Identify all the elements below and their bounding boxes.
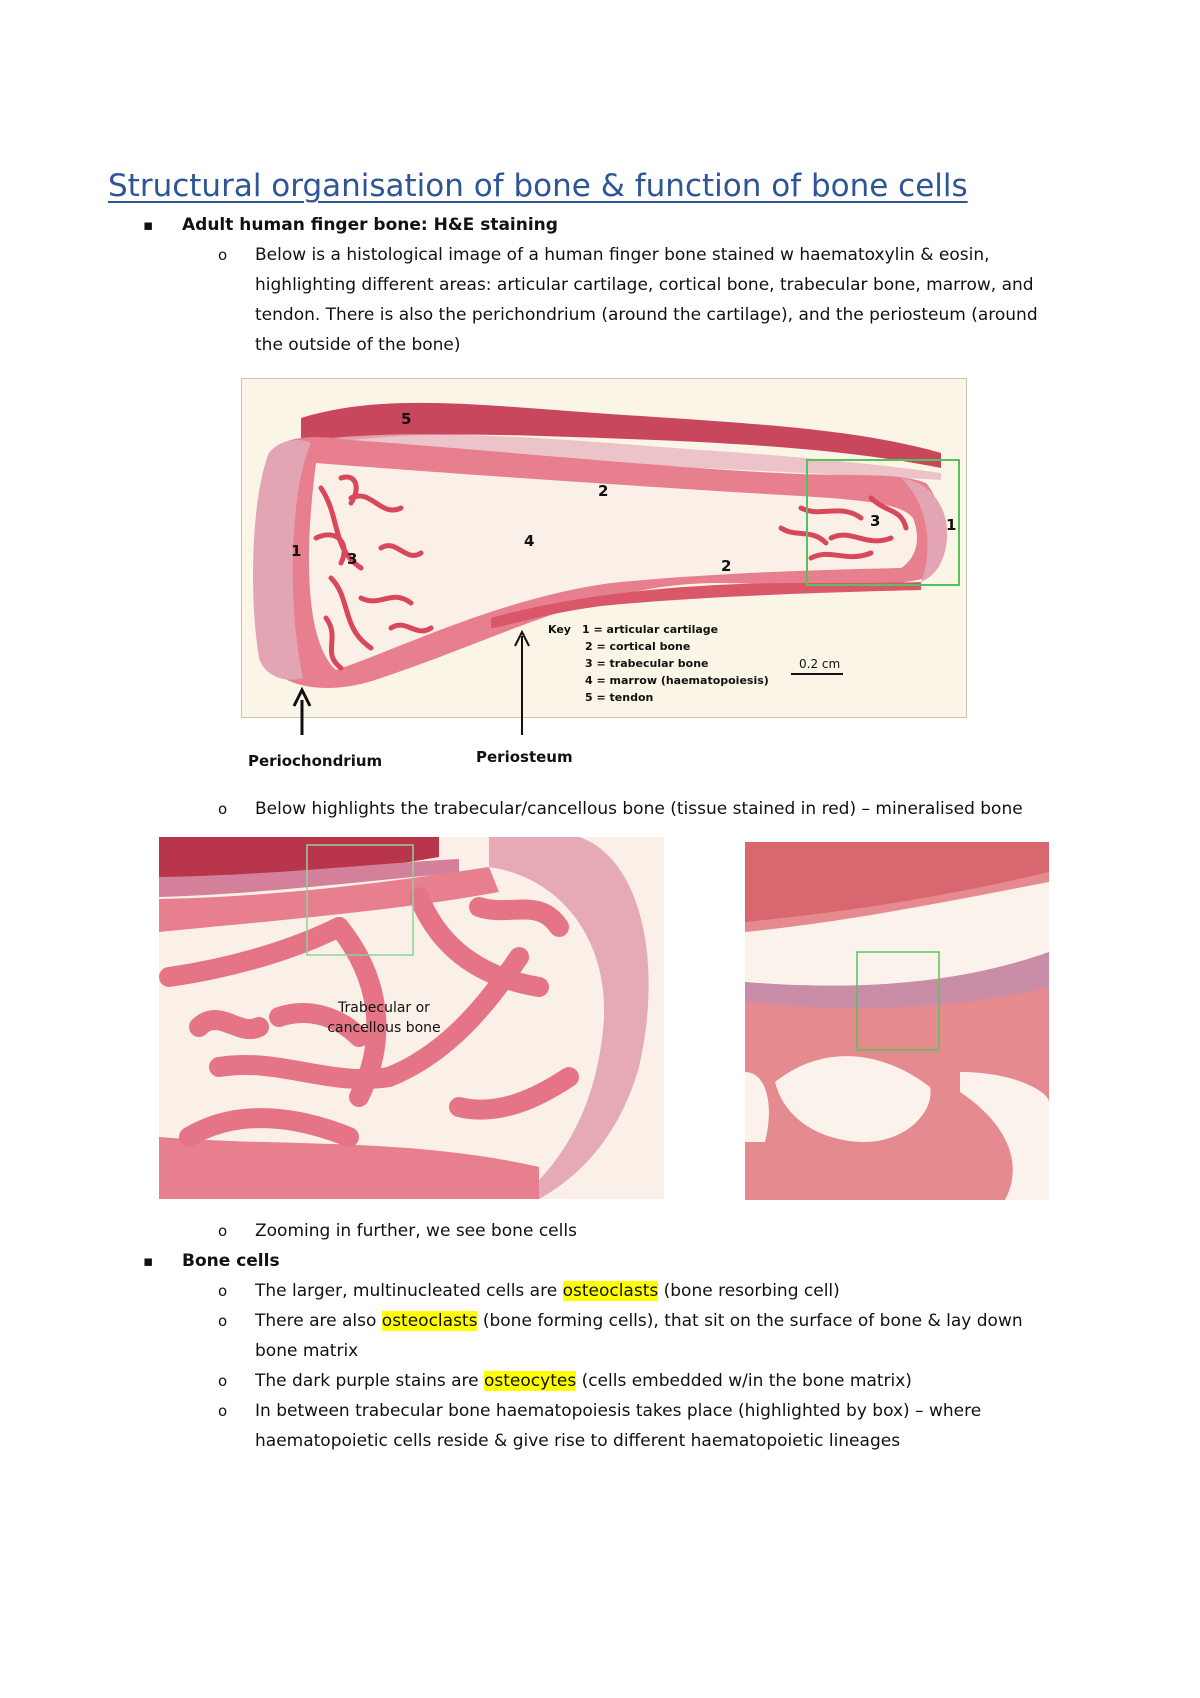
text-line: the outside of the bone)	[255, 335, 461, 355]
sub-bullet-marker: o	[218, 246, 228, 264]
label-2: 2	[598, 482, 609, 500]
key-item: 3 = trabecular bone	[585, 657, 709, 670]
page-title: Structural organisation of bone & function of bone cells	[108, 168, 968, 204]
label-3: 3	[347, 550, 358, 568]
sub-bullet-marker: o	[218, 800, 228, 818]
sub-bullet-marker: o	[218, 1222, 228, 1240]
bone-cell-item: In between trabecular bone haematopoiesis takes place (highlighted by box) – where	[255, 1401, 982, 1421]
label-1: 1	[291, 542, 302, 560]
periosteum-label: Periosteum	[476, 748, 573, 766]
section-heading-finger-bone: Adult human finger bone: H&E staining	[182, 215, 558, 235]
trabecular-label-line2: cancellous bone	[327, 1020, 441, 1036]
section-heading-bone-cells: Bone cells	[182, 1251, 280, 1271]
bullet-marker: ▪	[143, 1252, 154, 1270]
scale-label: 0.2 cm	[799, 657, 841, 671]
label-4: 4	[524, 532, 535, 550]
text-line: highlighting different areas: articular cartilage, cortical bone, trabecular bone, marrow, and	[255, 275, 1034, 295]
label-2: 2	[721, 557, 732, 575]
key-label: Key	[548, 623, 571, 636]
sub-bullet-marker: o	[218, 1372, 228, 1390]
bone-cell-item: There are also osteoclasts (bone forming cells), that sit on the surface of bone & lay down	[255, 1311, 1023, 1331]
highlight: osteoclasts	[562, 1281, 659, 1301]
label-5: 5	[401, 410, 412, 428]
sub-bullet-marker: o	[218, 1402, 228, 1420]
trabecular-label-line1: Trabecular or	[338, 1000, 430, 1016]
label-3: 3	[870, 512, 881, 530]
zoomed-bone-image	[745, 842, 1049, 1200]
text-line: Zooming in further, we see bone cells	[255, 1221, 577, 1241]
sub-bullet-marker: o	[218, 1312, 228, 1330]
label-1: 1	[946, 516, 957, 534]
perichondrium-label: Periochondrium	[248, 752, 383, 770]
text-line: Below is a histological image of a human finger bone stained w haematoxylin & eosin,	[255, 245, 990, 265]
text-line: Below highlights the trabecular/cancellous bone (tissue stained in red) – mineralised bone	[255, 799, 1023, 819]
trabecular-bone-image	[159, 837, 664, 1199]
key-item: 4 = marrow (haematopoiesis)	[585, 674, 769, 687]
key-item: 2 = cortical bone	[585, 640, 691, 653]
key-item: 5 = tendon	[585, 691, 654, 704]
text-line: bone matrix	[255, 1341, 359, 1361]
bone-cell-item: The dark purple stains are osteocytes (cells embedded w/in the bone matrix)	[255, 1371, 912, 1391]
sub-bullet-marker: o	[218, 1282, 228, 1300]
key-item: 1 = articular cartilage	[582, 623, 719, 636]
annotation-arrows	[290, 620, 540, 740]
text-line: tendon. There is also the perichondrium (around the cartilage), and the periosteum (around	[255, 305, 1038, 325]
highlight: osteoclasts	[381, 1311, 478, 1331]
highlight: osteocytes	[484, 1371, 577, 1391]
text-line: haematopoietic cells reside & give rise to different haematopoietic lineages	[255, 1431, 901, 1451]
bone-cell-item: The larger, multinucleated cells are osteoclasts (bone resorbing cell)	[255, 1281, 840, 1301]
bullet-marker: ▪	[143, 216, 154, 234]
